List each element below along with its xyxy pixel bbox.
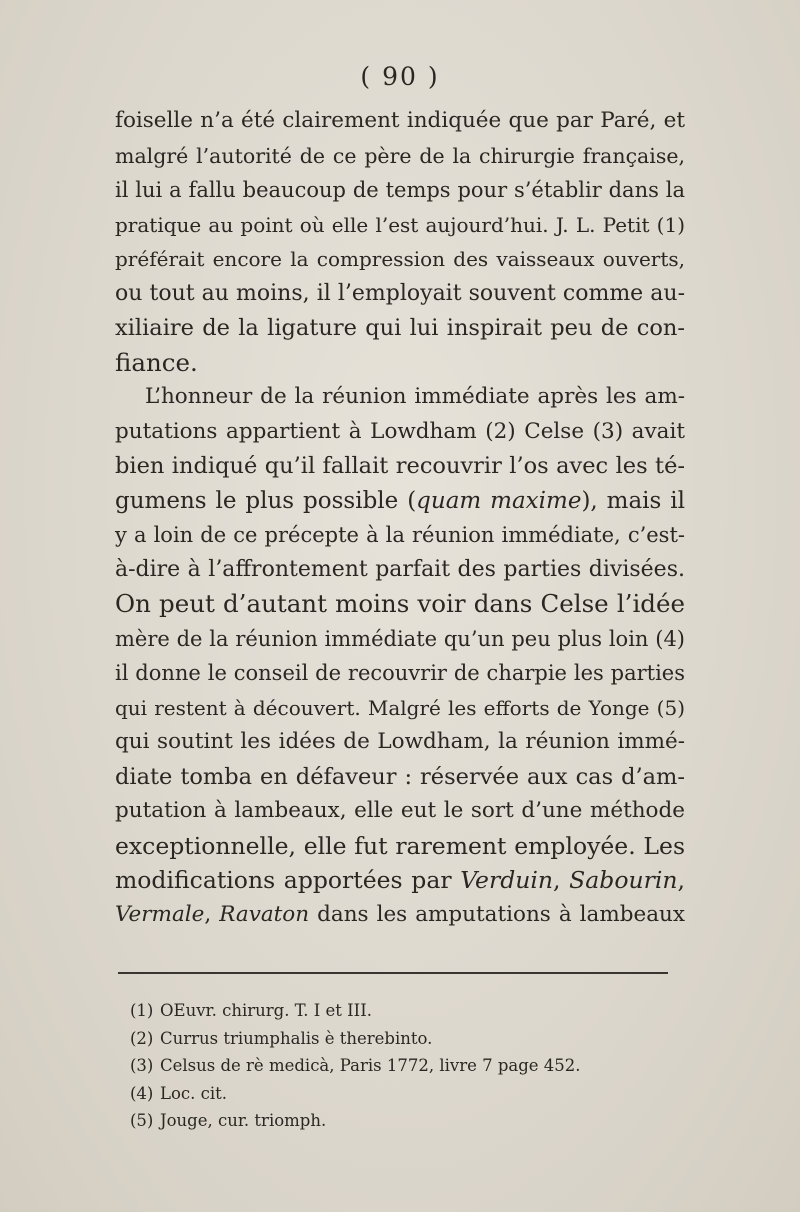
- body-text: [115, 104, 685, 932]
- text-fragment: ,: [204, 901, 220, 927]
- text-fragment: ,: [553, 866, 570, 894]
- text-line: fiance.: [115, 347, 198, 377]
- text-line: [115, 484, 685, 519]
- footnote: [130, 1052, 630, 1080]
- text-line: ou tout au moins, il l’employait souvent comme au-: [115, 280, 685, 306]
- text-fragment: ), mais il: [581, 487, 685, 514]
- footnote-text: Jouge, cur. triomph.: [160, 1111, 327, 1130]
- text-line: à-dire à l’affrontement parfait des parties divisées.: [115, 556, 685, 582]
- text-line: L’honneur de la réunion immédiate après les am-: [145, 384, 685, 409]
- footnote-number: (4): [130, 1083, 154, 1103]
- italic-phrase: quam maxime: [416, 487, 582, 514]
- text-fragment: modifications apportées par: [115, 866, 461, 894]
- text-line: putations appartient à Lowdham (2) Celse (3) avait: [115, 418, 685, 444]
- footnote: [130, 997, 630, 1025]
- italic-name: Verduin: [460, 866, 554, 894]
- italic-name: Ravaton: [219, 901, 310, 927]
- footnote: [130, 1025, 630, 1053]
- footnote-text: Loc. cit.: [160, 1083, 228, 1103]
- text-line: bien indiqué qu’il fallait recouvrir l’os avec les té-: [115, 453, 685, 479]
- text-line: On peut d’autant moins voir dans Celse l’idée: [115, 589, 685, 618]
- footnote-number: (1): [130, 1001, 154, 1020]
- text-line: qui soutint les idées de Lowdham, la réunion immé-: [115, 729, 685, 754]
- footnote: [130, 1080, 630, 1108]
- text-line: putation à lambeaux, elle eut le sort d’une méthode: [115, 798, 685, 823]
- footnote-text: Celsus de rè medicà, Paris 1772, livre 7 page 452.: [160, 1056, 581, 1075]
- text-line: malgré l’autorité de ce père de la chirurgie française,: [115, 143, 685, 168]
- text-line: exceptionnelle, elle fut rarement employée. Les: [115, 831, 685, 860]
- footnote-text: Currus triumphalis è therebinto.: [160, 1028, 433, 1048]
- text-line: foiselle n’a été clairement indiquée que par Paré, et: [115, 108, 685, 133]
- text-line: xiliaire de la ligature qui lui inspirait peu de con-: [115, 315, 685, 341]
- footnote-number: (5): [130, 1111, 154, 1130]
- footnote-rule: [118, 972, 668, 974]
- text-line: préférait encore la compression des vaisseaux ouverts,: [115, 247, 685, 271]
- text-line: [115, 863, 685, 898]
- italic-name: Sabourin: [569, 866, 678, 894]
- text-fragment: ,: [677, 866, 685, 894]
- text-fragment: gumens le plus possible (: [115, 487, 417, 514]
- text-line: diate tomba en défaveur : réservée aux cas d’am-: [115, 763, 685, 790]
- page-number: ( 90 ): [360, 62, 440, 91]
- text-line: [115, 898, 685, 933]
- footnote-number: (2): [130, 1028, 154, 1048]
- footnote-number: (3): [130, 1056, 154, 1075]
- text-line: pratique au point où elle l’est aujourd’hui. J. L. Petit (1): [115, 212, 685, 237]
- footnotes: [130, 997, 630, 1135]
- italic-name: Vermale: [115, 901, 205, 927]
- text-fragment: dans les amputations à lambeaux: [309, 901, 685, 927]
- footnote: [130, 1107, 630, 1135]
- footnote-text: OEuvr. chirurg. T. I et III.: [160, 1001, 372, 1020]
- text-line: qui restent à découvert. Malgré les efforts de Yonge (5): [115, 695, 685, 720]
- text-line: il lui a fallu beaucoup de temps pour s’établir dans la: [115, 178, 685, 202]
- text-line: il donne le conseil de recouvrir de charpie les parties: [115, 661, 685, 685]
- text-line: mère de la réunion immédiate qu’un peu plus loin (4): [115, 626, 685, 651]
- text-line: y a loin de ce précepte à la réunion immédiate, c’est-: [115, 523, 685, 547]
